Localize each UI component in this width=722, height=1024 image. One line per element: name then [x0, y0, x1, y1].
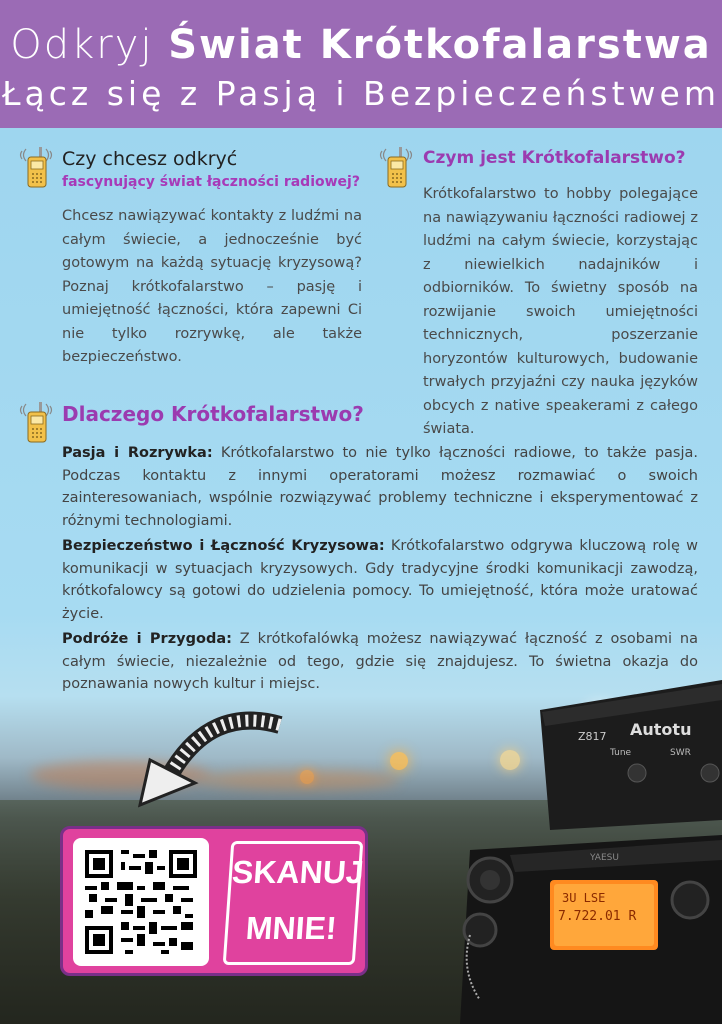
headline-light: Odkryj: [10, 22, 169, 68]
headline: [0, 22, 722, 68]
reason-text: Krótkofalarstwo to nie tylko łączności radiowe, to także pasja. Podczas kontaktu z innymi operatorami możesz rozmawiać o swoich zainteresowaniach, wspólnie rozwiązywać problemy techniczne i eksperymentować z różnymi technologiami.: [62, 445, 698, 529]
tuner-brand: Autotu: [630, 720, 692, 739]
scan-me-label[interactable]: [223, 841, 364, 965]
section1-subtitle: fascynujący świat łączności radiowej?: [62, 174, 360, 190]
reason-paragraph-passion: [62, 442, 698, 532]
header-banner: [0, 0, 722, 128]
walkie-talkie-icon: [18, 400, 54, 444]
qr-code[interactable]: [73, 838, 209, 966]
walkie-talkie-icon: [18, 145, 54, 189]
headline-bold: Świat Krótkofalarstwa: [168, 22, 712, 68]
reason-label: Podróże i Przygoda:: [62, 631, 232, 647]
reason-text: Krótkofalarstwo odgrywa kluczową rolę w komunikacji w sytuacjach kryzysowych. Gdy tradycyjne środki komunikacji zawodzą, krótkofalowcy są gotowi do udzielenia pomocy. To umiejętność, która może uratować życie.: [62, 538, 698, 622]
section3-title: Dlaczego Krótkofalarstwo?: [62, 402, 364, 426]
section2-title: Czym jest Krótkofalarstwo?: [423, 148, 686, 168]
walkie-talkie-icon: [378, 145, 414, 189]
swr-label: SWR: [670, 748, 691, 758]
display-mode: 3U LSE: [562, 891, 606, 905]
scan-me-line2: MNIE!: [244, 910, 338, 946]
reason-text: Z krótkofalówką możesz nawiązywać łączność z osobami na całym świecie, niezależnie od tego, gdzie się znajdujesz. To świetna okazja do poznawania nowych kultur i miejsc.: [62, 631, 698, 692]
section1-body: Chcesz nawiązywać kontakty z ludźmi na całym świecie, a jednocześnie być gotowym na każdą sytuację kryzysową? Poznaj krótkofalarstwo – pasję i umiejętność łączności, która zapewni Ci nie tylko rozrywkę, ale także bezpieczeństwo.: [62, 208, 362, 365]
transceiver-brand: YAESU: [590, 853, 619, 863]
section1-title: Czy chcesz odkryć: [62, 148, 238, 170]
reason-label: Bezpieczeństwo i Łączność Kryzysowa:: [62, 538, 385, 554]
tuner-model: Z817: [578, 730, 607, 743]
display-frequency: 7.722.01 R: [558, 909, 637, 924]
reason-paragraph-safety: [62, 535, 698, 625]
qr-code-icon: [85, 850, 197, 954]
reason-label: Pasja i Rozrywka:: [62, 445, 213, 461]
qr-code-panel[interactable]: [60, 826, 368, 976]
section2-body: Krótkofalarstwo to hobby polegające na nawiązywaniu łączności radiowej z ludźmi na całym świecie, korzystając z niewielkich nadajników i odbiorników. To świetny sposób na rozwijanie swoich umiejętności technicznych, poszerzanie horyzontów kulturowych, budowanie trwałych przyjaźni czy nauka języków obcych z native speakerami z całego świata.: [423, 186, 698, 437]
tune-label: Tune: [610, 748, 632, 758]
subheadline: Łącz się z Pasją i Bezpieczeństwem: [2, 74, 720, 113]
scan-me-line1: SKANUJ: [230, 854, 366, 890]
ham-radio-transceiver: [450, 680, 722, 1024]
curved-arrow-icon: [120, 705, 290, 815]
